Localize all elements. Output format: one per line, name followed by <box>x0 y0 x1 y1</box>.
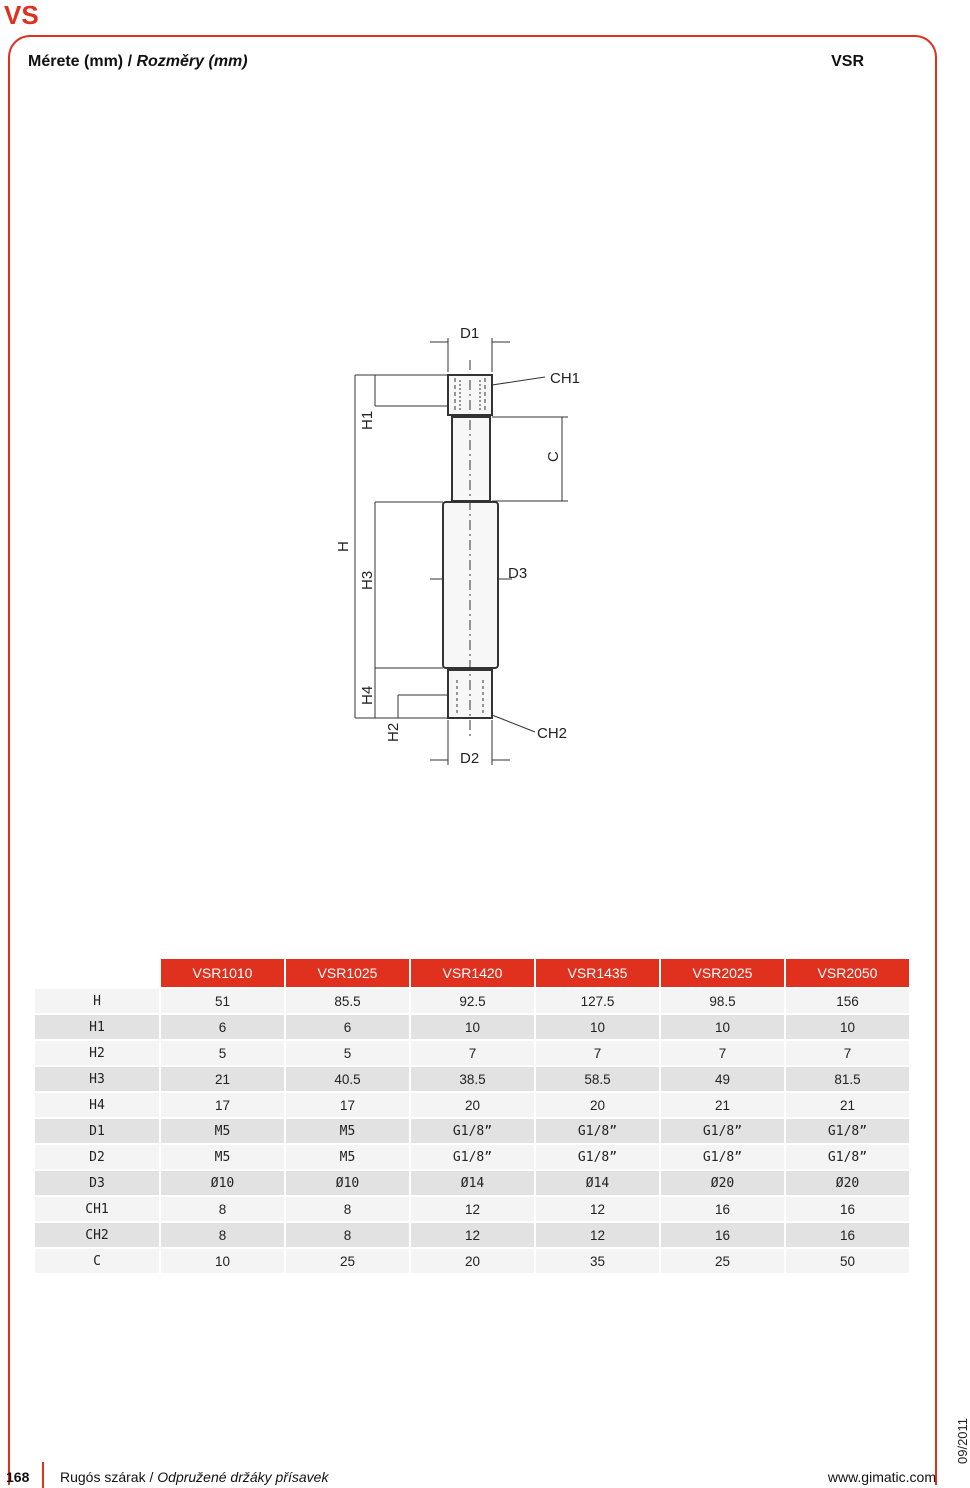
table-cell: M5 <box>161 1145 284 1169</box>
table-row <box>35 1093 909 1117</box>
column-header: VSR2050 <box>786 959 909 987</box>
table-row <box>35 1223 909 1247</box>
table-cell: Ø20 <box>786 1171 909 1195</box>
label-h2: H2 <box>385 722 402 742</box>
table-cell: Ø20 <box>661 1171 784 1195</box>
row-label: D1 <box>35 1119 159 1143</box>
column-header: VSR2025 <box>661 959 784 987</box>
row-label: CH1 <box>35 1197 159 1221</box>
table-row <box>35 1249 909 1273</box>
table-cell: 5 <box>286 1041 409 1065</box>
table-cell: 12 <box>411 1197 534 1221</box>
table-cell: M5 <box>161 1119 284 1143</box>
table-cell: 20 <box>536 1093 659 1117</box>
table-cell: 25 <box>286 1249 409 1273</box>
table-cell: 21 <box>786 1093 909 1117</box>
table-cell: 50 <box>786 1249 909 1273</box>
table-cell: 21 <box>661 1093 784 1117</box>
label-h: H <box>335 541 352 552</box>
table-cell: 21 <box>161 1067 284 1091</box>
table-cell: 156 <box>786 989 909 1013</box>
label-h1: H1 <box>359 410 376 430</box>
table-cell: 17 <box>286 1093 409 1117</box>
table-header-row <box>35 959 909 987</box>
table-corner <box>35 959 159 987</box>
table-cell: G1/8” <box>411 1119 534 1143</box>
table-cell: G1/8” <box>786 1119 909 1143</box>
table-cell: 12 <box>536 1197 659 1221</box>
table-cell: Ø14 <box>411 1171 534 1195</box>
row-label: H1 <box>35 1015 159 1039</box>
table-cell: 5 <box>161 1041 284 1065</box>
table-cell: G1/8” <box>661 1119 784 1143</box>
table-cell: 58.5 <box>536 1067 659 1091</box>
table-cell: 16 <box>786 1197 909 1221</box>
table-cell: 6 <box>161 1015 284 1039</box>
label-ch1: CH1 <box>550 370 581 387</box>
table-cell: Ø10 <box>286 1171 409 1195</box>
row-label: H3 <box>35 1067 159 1091</box>
footer-title <box>60 1469 328 1485</box>
title-hungarian: Mérete (mm) / <box>28 53 137 70</box>
table-row <box>35 1145 909 1169</box>
table-cell: 10 <box>411 1015 534 1039</box>
table-cell: 8 <box>161 1223 284 1247</box>
title-czech: Rozměry (mm) <box>136 53 248 70</box>
table-cell: G1/8” <box>786 1145 909 1169</box>
label-d3: D3 <box>508 565 528 582</box>
table-cell: G1/8” <box>536 1119 659 1143</box>
table-cell: Ø10 <box>161 1171 284 1195</box>
row-label: H2 <box>35 1041 159 1065</box>
label-d1: D1 <box>460 325 480 342</box>
table-row <box>35 1119 909 1143</box>
table-cell: 17 <box>161 1093 284 1117</box>
table-cell: 16 <box>661 1223 784 1247</box>
table-cell: G1/8” <box>536 1145 659 1169</box>
row-label: CH2 <box>35 1223 159 1247</box>
dimensions-table <box>33 957 911 1275</box>
table-cell: 10 <box>786 1015 909 1039</box>
table-cell: 8 <box>161 1197 284 1221</box>
table-cell: 7 <box>536 1041 659 1065</box>
table-cell: 7 <box>786 1041 909 1065</box>
table-cell: 8 <box>286 1223 409 1247</box>
table-cell: G1/8” <box>411 1145 534 1169</box>
page-number: 168 <box>6 1469 30 1485</box>
footer-title-czech: Odpružené držáky přísavek <box>157 1469 329 1485</box>
table-cell: 8 <box>286 1197 409 1221</box>
table-cell: 12 <box>536 1223 659 1247</box>
label-d2: D2 <box>460 750 480 767</box>
row-label: H <box>35 989 159 1013</box>
table-cell: 20 <box>411 1249 534 1273</box>
table-cell: 51 <box>161 989 284 1013</box>
label-h3: H3 <box>359 570 376 590</box>
table-cell: 10 <box>661 1015 784 1039</box>
table-cell: 12 <box>411 1223 534 1247</box>
table-cell: 35 <box>536 1249 659 1273</box>
table-cell: M5 <box>286 1119 409 1143</box>
table-cell: 127.5 <box>536 989 659 1013</box>
table-cell: 81.5 <box>786 1067 909 1091</box>
table-row <box>35 1015 909 1039</box>
table-cell: 10 <box>161 1249 284 1273</box>
table-cell: 16 <box>661 1197 784 1221</box>
table-cell: 98.5 <box>661 989 784 1013</box>
table-row <box>35 1041 909 1065</box>
print-date: 09/2011 <box>955 1417 970 1464</box>
brand-heading: VS <box>4 0 39 30</box>
table-cell: 40.5 <box>286 1067 409 1091</box>
footer-title-hungarian: Rugós szárak / <box>60 1469 158 1485</box>
label-ch2: CH2 <box>537 725 568 742</box>
table-cell: 85.5 <box>286 989 409 1013</box>
row-label: D2 <box>35 1145 159 1169</box>
series-name: VSR <box>831 53 864 70</box>
column-header: VSR1435 <box>536 959 659 987</box>
column-header: VSR1010 <box>161 959 284 987</box>
label-h4: H4 <box>359 685 376 705</box>
table-cell: Ø14 <box>536 1171 659 1195</box>
table-row <box>35 1171 909 1195</box>
table-cell: 6 <box>286 1015 409 1039</box>
table-cell: 20 <box>411 1093 534 1117</box>
footer-divider <box>42 1462 44 1488</box>
technical-drawing <box>300 320 620 780</box>
table-cell: 92.5 <box>411 989 534 1013</box>
table-row <box>35 1067 909 1091</box>
table-cell: 16 <box>786 1223 909 1247</box>
table-row <box>35 1197 909 1221</box>
column-header: VSR1420 <box>411 959 534 987</box>
table-cell: 10 <box>536 1015 659 1039</box>
column-header: VSR1025 <box>286 959 409 987</box>
row-label: C <box>35 1249 159 1273</box>
table-cell: 7 <box>661 1041 784 1065</box>
table-cell: 25 <box>661 1249 784 1273</box>
table-cell: M5 <box>286 1145 409 1169</box>
label-c: C <box>545 451 562 462</box>
table-cell: 38.5 <box>411 1067 534 1091</box>
website-url: www.gimatic.com <box>827 1469 936 1485</box>
row-label: H4 <box>35 1093 159 1117</box>
page-title <box>28 53 248 71</box>
table-cell: 49 <box>661 1067 784 1091</box>
table-body <box>35 989 909 1273</box>
table-cell: G1/8” <box>661 1145 784 1169</box>
table-cell: 7 <box>411 1041 534 1065</box>
row-label: D3 <box>35 1171 159 1195</box>
table-row <box>35 989 909 1013</box>
